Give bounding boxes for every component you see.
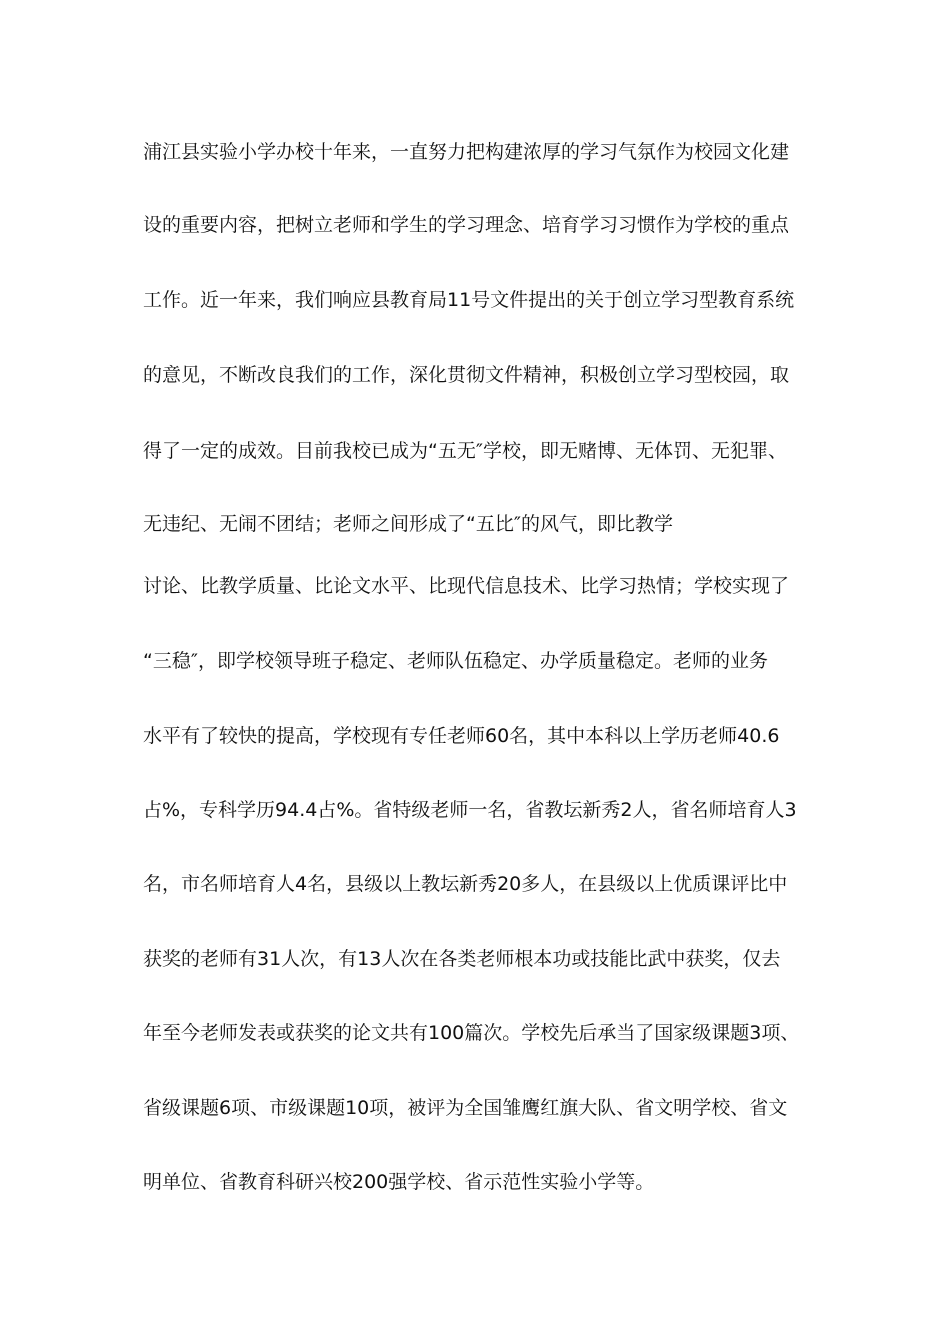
paragraph-line: “三稳″，即学校领导班子稳定、老师队伍稳定、办学质量稳定。老师的业务 — [143, 650, 768, 672]
paragraph-line: 年至今老师发表或获奖的论文共有100篇次。学校先后承当了国家级课题3项、 — [143, 1022, 800, 1044]
paragraph-line: 浦江县实验小学办校十年来，一直努力把构建浓厚的学习气氛作为校园文化建 — [143, 141, 790, 163]
paragraph-line: 无违纪、无闹不团结；老师之间形成了“五比″的风气，即比教学 — [143, 513, 673, 535]
paragraph-line: 讨论、比教学质量、比论文水平、比现代信息技术、比学习热情；学校实现了 — [143, 575, 790, 597]
paragraph-line: 水平有了较快的提高，学校现有专任老师60名，其中本科以上学历老师40.6 — [143, 725, 780, 747]
paragraph-line: 省级课题6项、市级课题10项，被评为全国雏鹰红旗大队、省文明学校、省文 — [143, 1097, 788, 1119]
paragraph-line: 得了一定的成效。目前我校已成为“五无″学校，即无赌博、无体罚、无犯罪、 — [143, 440, 787, 462]
paragraph-line: 的意见，不断改良我们的工作，深化贯彻文件精神，积极创立学习型校园，取 — [143, 364, 790, 386]
paragraph-line: 获奖的老师有31人次，有13人次在各类老师根本功或技能比武中获奖，仅去 — [143, 948, 781, 970]
paragraph-line: 设的重要内容，把树立老师和学生的学习理念、培育学习习惯作为学校的重点 — [143, 214, 790, 236]
paragraph-line: 工作。近一年来，我们响应县教育局11号文件提出的关于创立学习型教育系统 — [143, 289, 795, 311]
paragraph-line: 名，市名师培育人4名，县级以上教坛新秀20多人，在县级以上优质课评比中 — [143, 873, 788, 895]
paragraph-line: 明单位、省教育科研兴校200强学校、省示范性实验小学等。 — [143, 1171, 655, 1193]
paragraph-line: 占%，专科学历94.4占%。省特级老师一名，省教坛新秀2人，省名师培育人3 — [143, 799, 797, 821]
